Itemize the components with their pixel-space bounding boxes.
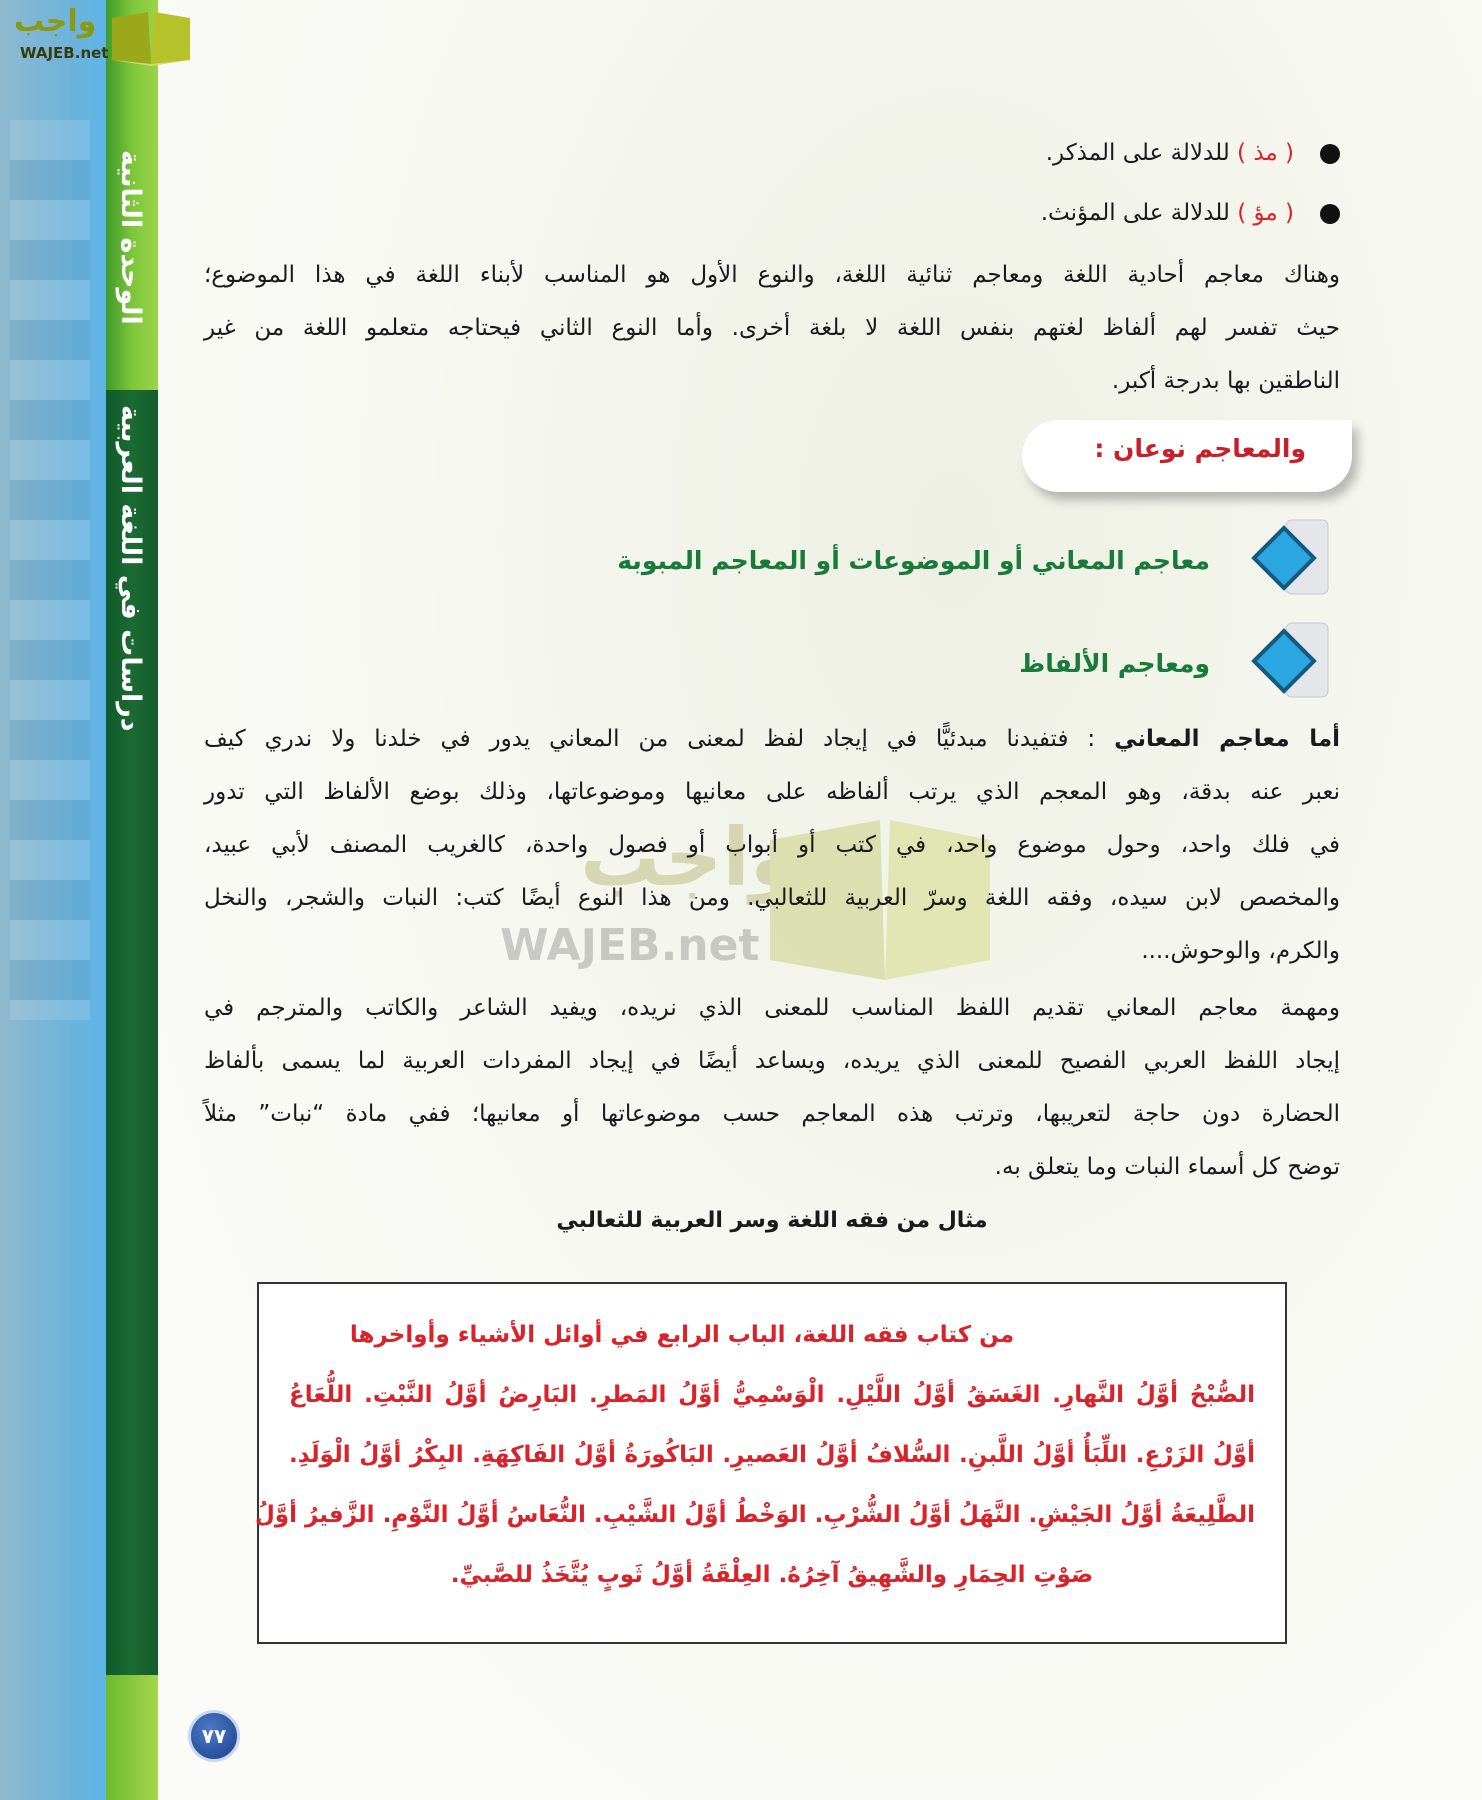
paragraph-line: نعبر عنه بدقة، وهو المعجم الذي يرتب ألفاظه على معانيها وموضوعاتها، وذلك بوضع الألفاظ التي تدور — [204, 779, 1340, 805]
paragraph-line: توضح كل أسماء النبات وما يتعلق به. — [994, 1154, 1340, 1180]
type-item-meanings: معاجم المعاني أو الموضوعات أو المعاجم المبوبة — [617, 546, 1210, 575]
types-heading: والمعاجم نوعان : — [1022, 420, 1352, 492]
bullet-dot-icon — [1320, 144, 1340, 164]
book-title: دراسات في اللغة العربية — [115, 405, 146, 732]
paragraph-line: في فلك واحد، وحول موضوع واحد، في كتب أو أبواب أو فصول واحدة، كالغريب المصنف لأبي عبيد، — [204, 832, 1340, 858]
page-number: ٧٧ — [188, 1710, 240, 1762]
example-line: الطَّلِيعَةُ أوَّلُ الجَيْشِ. النَّهَلُ أوَّلُ الشُّرْبِ. الوَخْطُ أوَّلُ الشَّيْبِ. النُّعَاسُ أوَّلُ النَّوْمِ. الزَّفيرُ أوَّلُ — [254, 1502, 1255, 1528]
bullet-feminine: ( مؤ ) للدلالة على المؤنث. — [1041, 200, 1340, 226]
wajeb-logo: واجب WAJEB.net — [8, 4, 188, 68]
svg-text:واجب: واجب — [580, 811, 800, 904]
diamond-bullet-icon — [1246, 512, 1336, 602]
paragraph-line: حيث تفسر لهم ألفاظ لغتهم بنفس اللغة لا بلغة أخرى. وأما النوع الثاني فيحتاجه متعلمو اللغة من غير — [204, 315, 1340, 341]
example-line: صَوْتِ الحِمَارِ والشَّهِيقُ آخِرُهُ. العِلْقَةُ أوَّلُ ثَوبٍ يُتَّخَذُ للصَّبيِّ. — [450, 1562, 1094, 1588]
example-title: من كتاب فقه اللغة، الباب الرابع في أوائل الأشياء وأواخرها — [349, 1322, 1015, 1348]
example-line: الصُّبْحُ أوَّلُ النَّهارِ. الغَسَقُ أوَّلُ اللَّيْلِ. الْوَسْمِيُّ أوَّلُ المَطرِ. البَارِضُ أوَّلُ النَّبْتِ. اللُّعَاعُ — [289, 1382, 1255, 1408]
example-caption: مثال من فقه اللغة وسر العربية للثعالبي — [556, 1208, 988, 1233]
paragraph-line: ومهمة معاجم المعاني تقديم اللفظ المناسب للمعنى الذي نريده، ويفيد الشاعر والكاتب والمترجم في — [204, 995, 1340, 1021]
bottom-strip — [106, 1675, 158, 1800]
diamond-bullet-icon — [1246, 615, 1336, 705]
book-icon — [108, 8, 194, 66]
paragraph-line: والكرم، والوحوش.... — [1141, 938, 1340, 964]
unit-label: الوحدة الثانية — [115, 150, 146, 325]
paragraph-line: أما معاجم المعاني : فتفيدنا مبدئيًّا في إيجاد لفظ لمعنى من المعاني يدور في خلدنا ولا ندري كيف — [204, 726, 1340, 752]
type-item-words: ومعاجم الألفاظ — [1019, 649, 1210, 678]
bullet-dot-icon — [1320, 204, 1340, 224]
paragraph-line: والمخصص لابن سيده، وفقه اللغة وسرّ العربية للثعالبي. ومن هذا النوع أيضًا كتب: النبات والشجر، والنخل — [204, 885, 1340, 911]
paragraph-line: وهناك معاجم أحادية اللغة ومعاجم ثنائية اللغة، والنوع الأول هو المناسب لأبناء اللغة في هذا الموضوع؛ — [204, 262, 1340, 288]
side-photo-strip — [0, 0, 106, 1800]
paragraph-line: الحضارة دون حاجة لتعريبها، وترتب هذه المعاجم حسب موضوعاتها أو معانيها؛ ففي مادة “نبات” مثلاً — [204, 1101, 1340, 1127]
svg-text:WAJEB.net: WAJEB.net — [500, 920, 760, 971]
paragraph-line: إيجاد اللفظ العربي الفصيح للمعنى الذي يريده، ويساعد أيضًا في إيجاد المفردات العربية لما يسمى بألفاظ — [204, 1048, 1340, 1074]
example-box — [254, 1282, 1287, 1644]
lead-term: أما معاجم المعاني — [1114, 726, 1340, 752]
bullet-masculine: ( مذ ) للدلالة على المذكر. — [1046, 140, 1340, 166]
paragraph-line: الناطقين بها بدرجة أكبر. — [1111, 368, 1340, 394]
example-line: أوَّلُ الزَرْعِ. اللِّبَأُ أوَّلُ اللَّبنِ. السُّلافُ أوَّلُ العَصيرِ. البَاكُورَةُ أوَّلُ الفَاكِهَةِ. البِكْرُ أوَّلُ الْوَلَدِ. — [289, 1442, 1255, 1468]
